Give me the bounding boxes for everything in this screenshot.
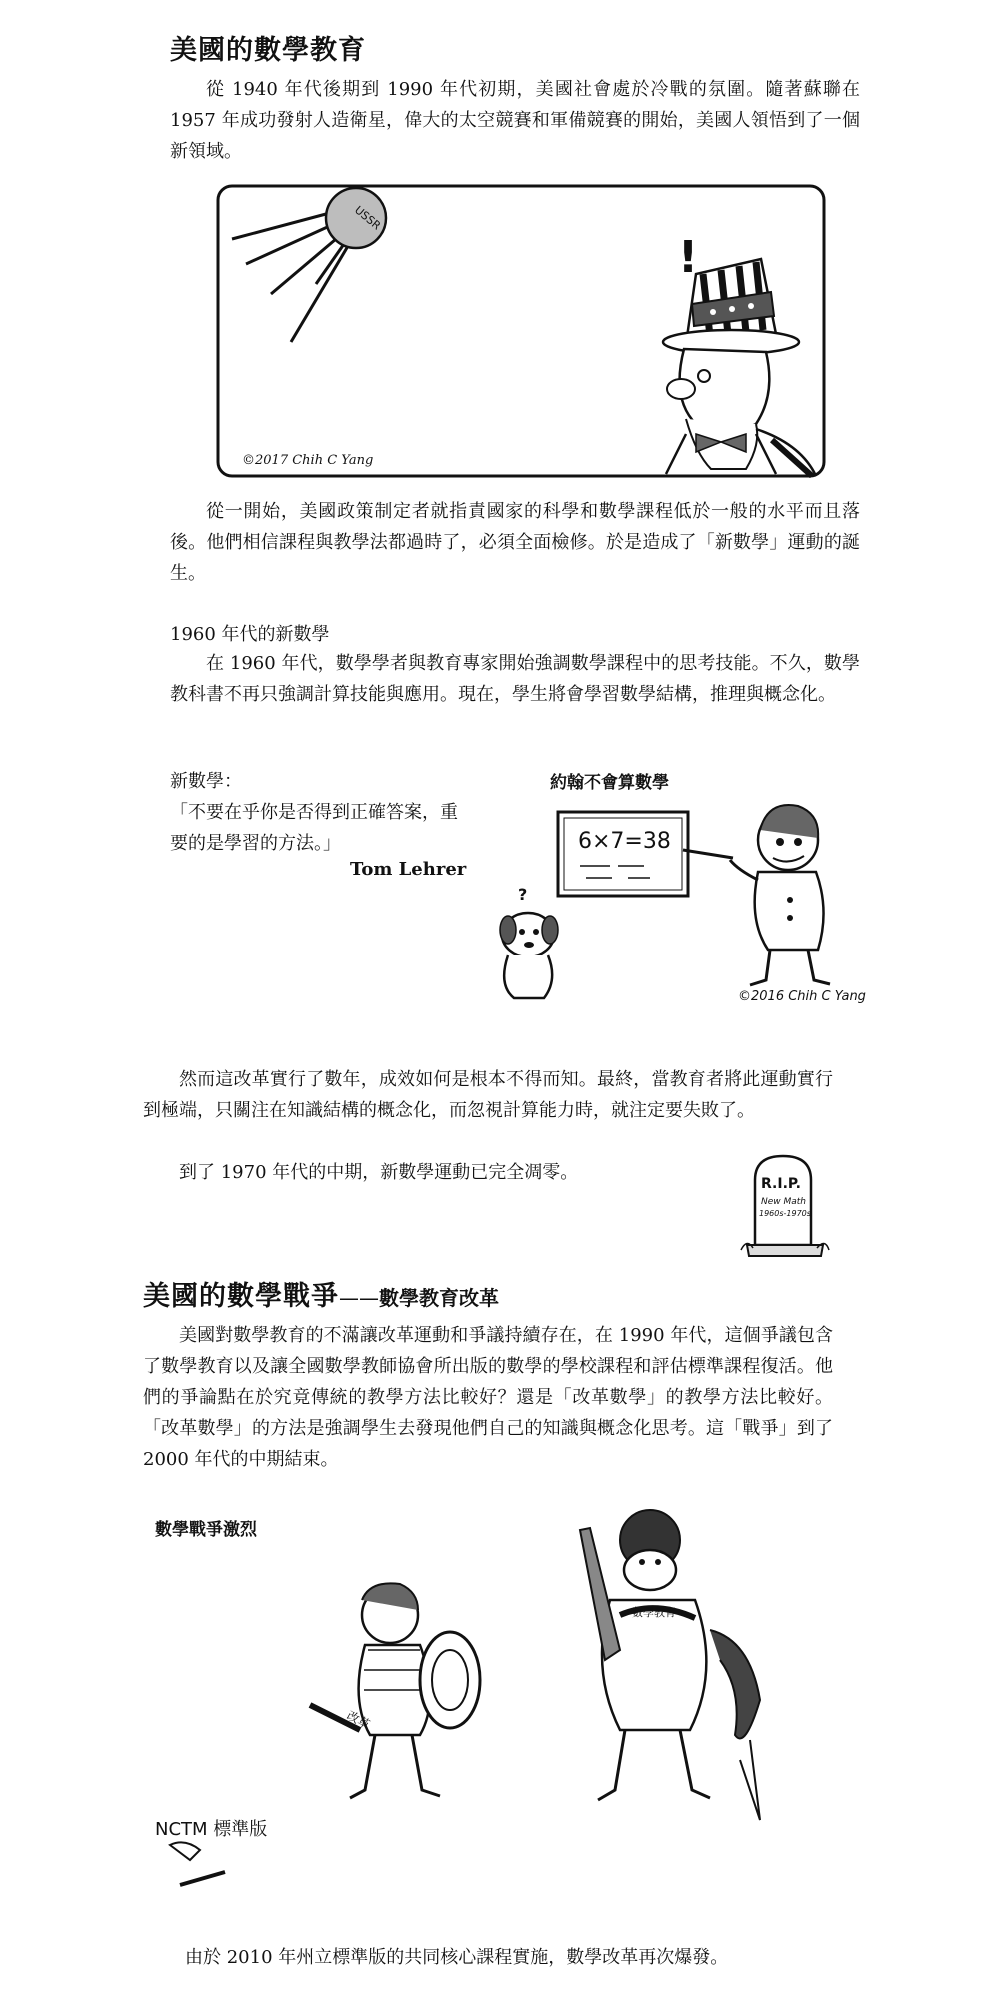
section1-title: 美國的數學教育 [170, 35, 366, 66]
figure1-credit: ©2017 Chih C Yang [242, 453, 374, 468]
tombstone-drawing [735, 1150, 835, 1260]
figure2-caption: 約翰不會算數學 [550, 773, 669, 793]
section2-para1: 美國對數學教育的不滿讓改革運動和爭議持續存在，在 1990 年代，這個爭議包含了數學教育以及讓全國數學教師協會所出版的數學的學校課程和評估標準課程復活。他們的爭論點在於究竟傳統的教學方法比較好？還是「改革數學」的教學方法比較好。「改革數學」的方法是強調學生去發現他們自己的知識與概念化思考。這「戰爭」到了 2000 年代的中期結束。 [143, 1325, 833, 1470]
exclaim-mark: ! [678, 232, 699, 283]
section2-closing: 由於 2010 年州立標準版的共同核心課程實施，數學改革再次爆發。 [185, 1947, 729, 1968]
board-equation: 6×7=38 [578, 829, 671, 854]
tombstone-rip: R.I.P. [761, 1176, 801, 1192]
section2-title: 美國的數學戰爭 [143, 1281, 339, 1312]
section1-intro: 從 1940 年代後期到 1990 年代初期，美國社會處於冷戰的氛圍。隨著蘇聯在 1957 年成功發射人造衛星，偉大的太空競賽和軍備競賽的開始，美國人領悟到了一個新領域。 [170, 79, 860, 162]
quote-text: 「不要在乎你是否得到正確答案，重要的是學習的方法。」 [170, 802, 458, 854]
section1-para3: 在 1960 年代，數學學者與教育專家開始強調數學課程中的思考技能。不久，數學教科書不再只強調計算技能與應用。現在，學生將會學習數學結構，推理與概念化。 [170, 653, 860, 705]
quote-label: 新數學： [170, 771, 242, 792]
tombstone-name: New Math [761, 1197, 807, 1207]
satellite-label: USSR [352, 203, 384, 233]
section2-heading [143, 1274, 499, 1313]
quote-author: Tom Lehrer [350, 859, 467, 880]
section2-dash: —— [339, 1286, 379, 1310]
nctm-label: NCTM 標準版 [155, 1819, 268, 1840]
new-math-subheading: 1960 年代的新數學 [170, 624, 330, 645]
section1-para4: 然而這改革實行了數年，成效如何是根本不得而知。最終，當教育者將此運動實行到極端，只關注在知識結構的概念化，而忽視計算能力時，就注定要失敗了。 [143, 1069, 833, 1121]
dog-drawing [500, 885, 558, 998]
boy-drawing [683, 805, 830, 985]
john-cartoon [468, 800, 868, 1030]
math-wars-cartoon [150, 1500, 850, 1900]
traditional-sash-label: 數學教育 [632, 1606, 676, 1619]
reform-gladiator-drawing [310, 1583, 480, 1798]
tombstone-years: 1960s-1970s [759, 1209, 811, 1218]
dog-question-mark: ? [518, 885, 528, 904]
section2-subtitle: 數學教育改革 [379, 1286, 499, 1310]
section1-para5: 到了 1970 年代的中期，新數學運動已完全凋零。 [179, 1162, 579, 1183]
traditional-gladiator-drawing [580, 1510, 760, 1820]
figure3-caption: 數學戰爭激烈 [155, 1520, 257, 1540]
sputnik-cartoon [216, 184, 826, 478]
reform-shield-label: 改革 [344, 1708, 373, 1732]
section1-para2: 從一開始，美國政策制定者就指責國家的科學和數學課程低於一般的水平而且落後。他們相信課程與教學法都過時了，必須全面檢修。於是造成了「新數學」運動的誕生。 [170, 501, 860, 584]
figure2-credit: ©2016 Chih C Yang [738, 989, 866, 1004]
